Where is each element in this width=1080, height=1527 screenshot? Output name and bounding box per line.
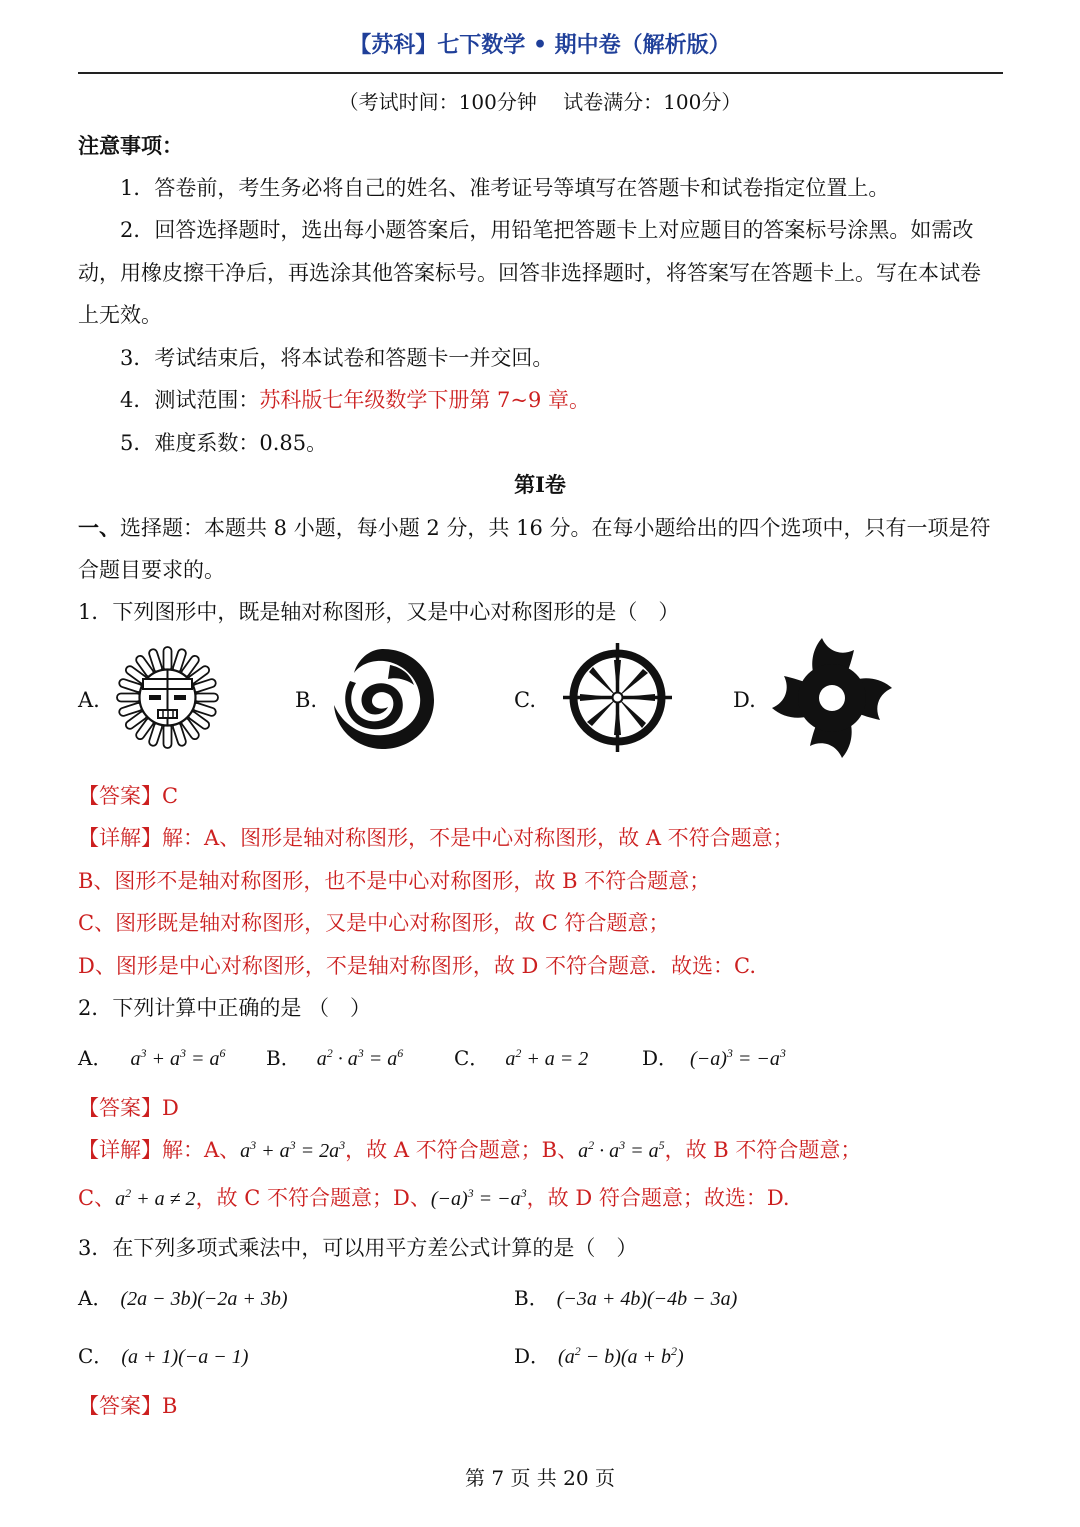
q2-analysis-1-b: ，故 A 不符合题意；B、 bbox=[345, 1138, 579, 1162]
notice-item-1: 1．答卷前，考生务必将自己的姓名、准考证号等填写在答题卡和试卷指定位置上。 bbox=[120, 176, 890, 200]
q2-analysis-1: 【详解】解：A、$a^3 + a^3 = 2a^3$，故 A 不符合题意；B、$a^2 \cdot a^3 = a^5$，故 B 不符合题意； bbox=[78, 1138, 862, 1162]
notice-item-5: 5．难度系数：0.85。 bbox=[120, 431, 328, 455]
q3-option-d: D． $(a^2 - b)(a + b^2)$ bbox=[514, 1344, 684, 1368]
part-heading-cont: 合题目要求的。 bbox=[78, 558, 225, 582]
ship-wheel-icon bbox=[560, 640, 675, 755]
q1-answer: 【答案】C bbox=[78, 784, 179, 808]
notice-item-2: 2．回答选择题时，选出每小题答案后，用铅笔把答题卡上对应题目的答案标号涂黑。如需改 bbox=[120, 218, 974, 242]
q2-option-c: C． $a^2 + a = 2$ bbox=[454, 1046, 589, 1070]
document-title: 【苏科】七下数学 • 期中卷（解析版） bbox=[349, 32, 731, 58]
q1-analysis-3: C、图形既是轴对称图形，又是中心对称图形，故 C 符合题意； bbox=[78, 911, 670, 935]
notice-heading: 注意事项： bbox=[78, 133, 183, 158]
q2-analysis-2: C、$a^2 + a \ne 2$，故 C 不符合题意；D、$(-a)^3 = -a^3$，故 D 符合题意；故选：D. bbox=[78, 1186, 790, 1210]
q2-analysis-1-a: 【详解】解：A、 bbox=[78, 1138, 241, 1162]
q2-analysis-2-c: ，故 D 符合题意；故选：D. bbox=[526, 1186, 790, 1210]
q3-stem: 3．在下列多项式乘法中，可以用平方差公式计算的是（ ） bbox=[78, 1236, 638, 1260]
test-range: 苏科版七年级数学下册第 7~9 章。 bbox=[259, 388, 591, 412]
q2-analysis-2-a: C、 bbox=[78, 1186, 116, 1210]
q1-option-c-label: C. bbox=[514, 688, 536, 712]
q2-option-d: D． $(-a)^3 = -a^3$ bbox=[642, 1046, 786, 1070]
q3-option-b: B． (−3a + 4b)(−4b − 3a) bbox=[514, 1286, 738, 1310]
pinwheel-flower-icon bbox=[770, 636, 894, 760]
q1-analysis-2: B、图形不是轴对称图形，也不是中心对称图形，故 B 不符合题意； bbox=[78, 869, 711, 893]
q1-stem: 1．下列图形中，既是轴对称图形，又是中心对称图形的是（ ） bbox=[78, 600, 680, 624]
q1-analysis-4: D、图形是中心对称图形，不是轴对称图形，故 D 不符合题意．故选：C. bbox=[78, 954, 757, 978]
q1-option-a-label: A. bbox=[78, 688, 100, 712]
notice-item-2-cont: 动，用橡皮擦干净后，再选涂其他答案标号。回答非选择题时，将答案写在答题卡上。写在本试卷 bbox=[78, 261, 981, 285]
q2-option-a: A． $a^3 + a^3 = a^6$ bbox=[78, 1046, 226, 1070]
q2-option-b: B． $a^2 \cdot a^3 = a^6$ bbox=[266, 1046, 404, 1070]
q2-answer: 【答案】D bbox=[78, 1096, 179, 1120]
q3-option-a: A． (2a − 3b)(−2a + 3b) bbox=[78, 1286, 288, 1310]
part-heading-number: 一、 bbox=[78, 515, 120, 540]
part-heading-text: 选择题：本题共 8 小题，每小题 2 分，共 16 分。在每小题给出的四个选项中，只有一项是符 bbox=[120, 516, 991, 540]
swirl-rose-icon bbox=[330, 645, 436, 751]
q1-option-b-label: B. bbox=[295, 688, 318, 712]
notice-item-4 bbox=[120, 384, 590, 414]
sun-face-icon bbox=[115, 645, 220, 750]
notice-item-3: 3．考试结束后，将本试卷和答题卡一并交回。 bbox=[120, 346, 554, 370]
exam-info: （考试时间：100分钟 试卷满分：100分） bbox=[338, 90, 742, 114]
q1-option-d-label: D. bbox=[733, 688, 756, 712]
q2-analysis-1-c: ，故 B 不符合题意； bbox=[664, 1138, 862, 1162]
notice-item-2-end: 上无效。 bbox=[78, 303, 162, 327]
page-number: 第 7 页 共 20 页 bbox=[465, 1466, 615, 1490]
header-divider bbox=[78, 72, 1003, 74]
q3-option-c: C． (a + 1)(−a − 1) bbox=[78, 1344, 249, 1368]
q2-stem: 2．下列计算中正确的是 （ ） bbox=[78, 996, 372, 1020]
notice-item-4-prefix: 4．测试范围： bbox=[120, 388, 260, 412]
q1-analysis-1: 【详解】解：A、图形是轴对称图形，不是中心对称图形，故 A 不符合题意； bbox=[78, 826, 794, 850]
part-heading bbox=[78, 512, 991, 542]
q2-analysis-2-b: ，故 C 不符合题意；D、 bbox=[195, 1186, 431, 1210]
q3-answer: 【答案】B bbox=[78, 1394, 178, 1418]
volume-title: 第I卷 bbox=[514, 472, 566, 497]
